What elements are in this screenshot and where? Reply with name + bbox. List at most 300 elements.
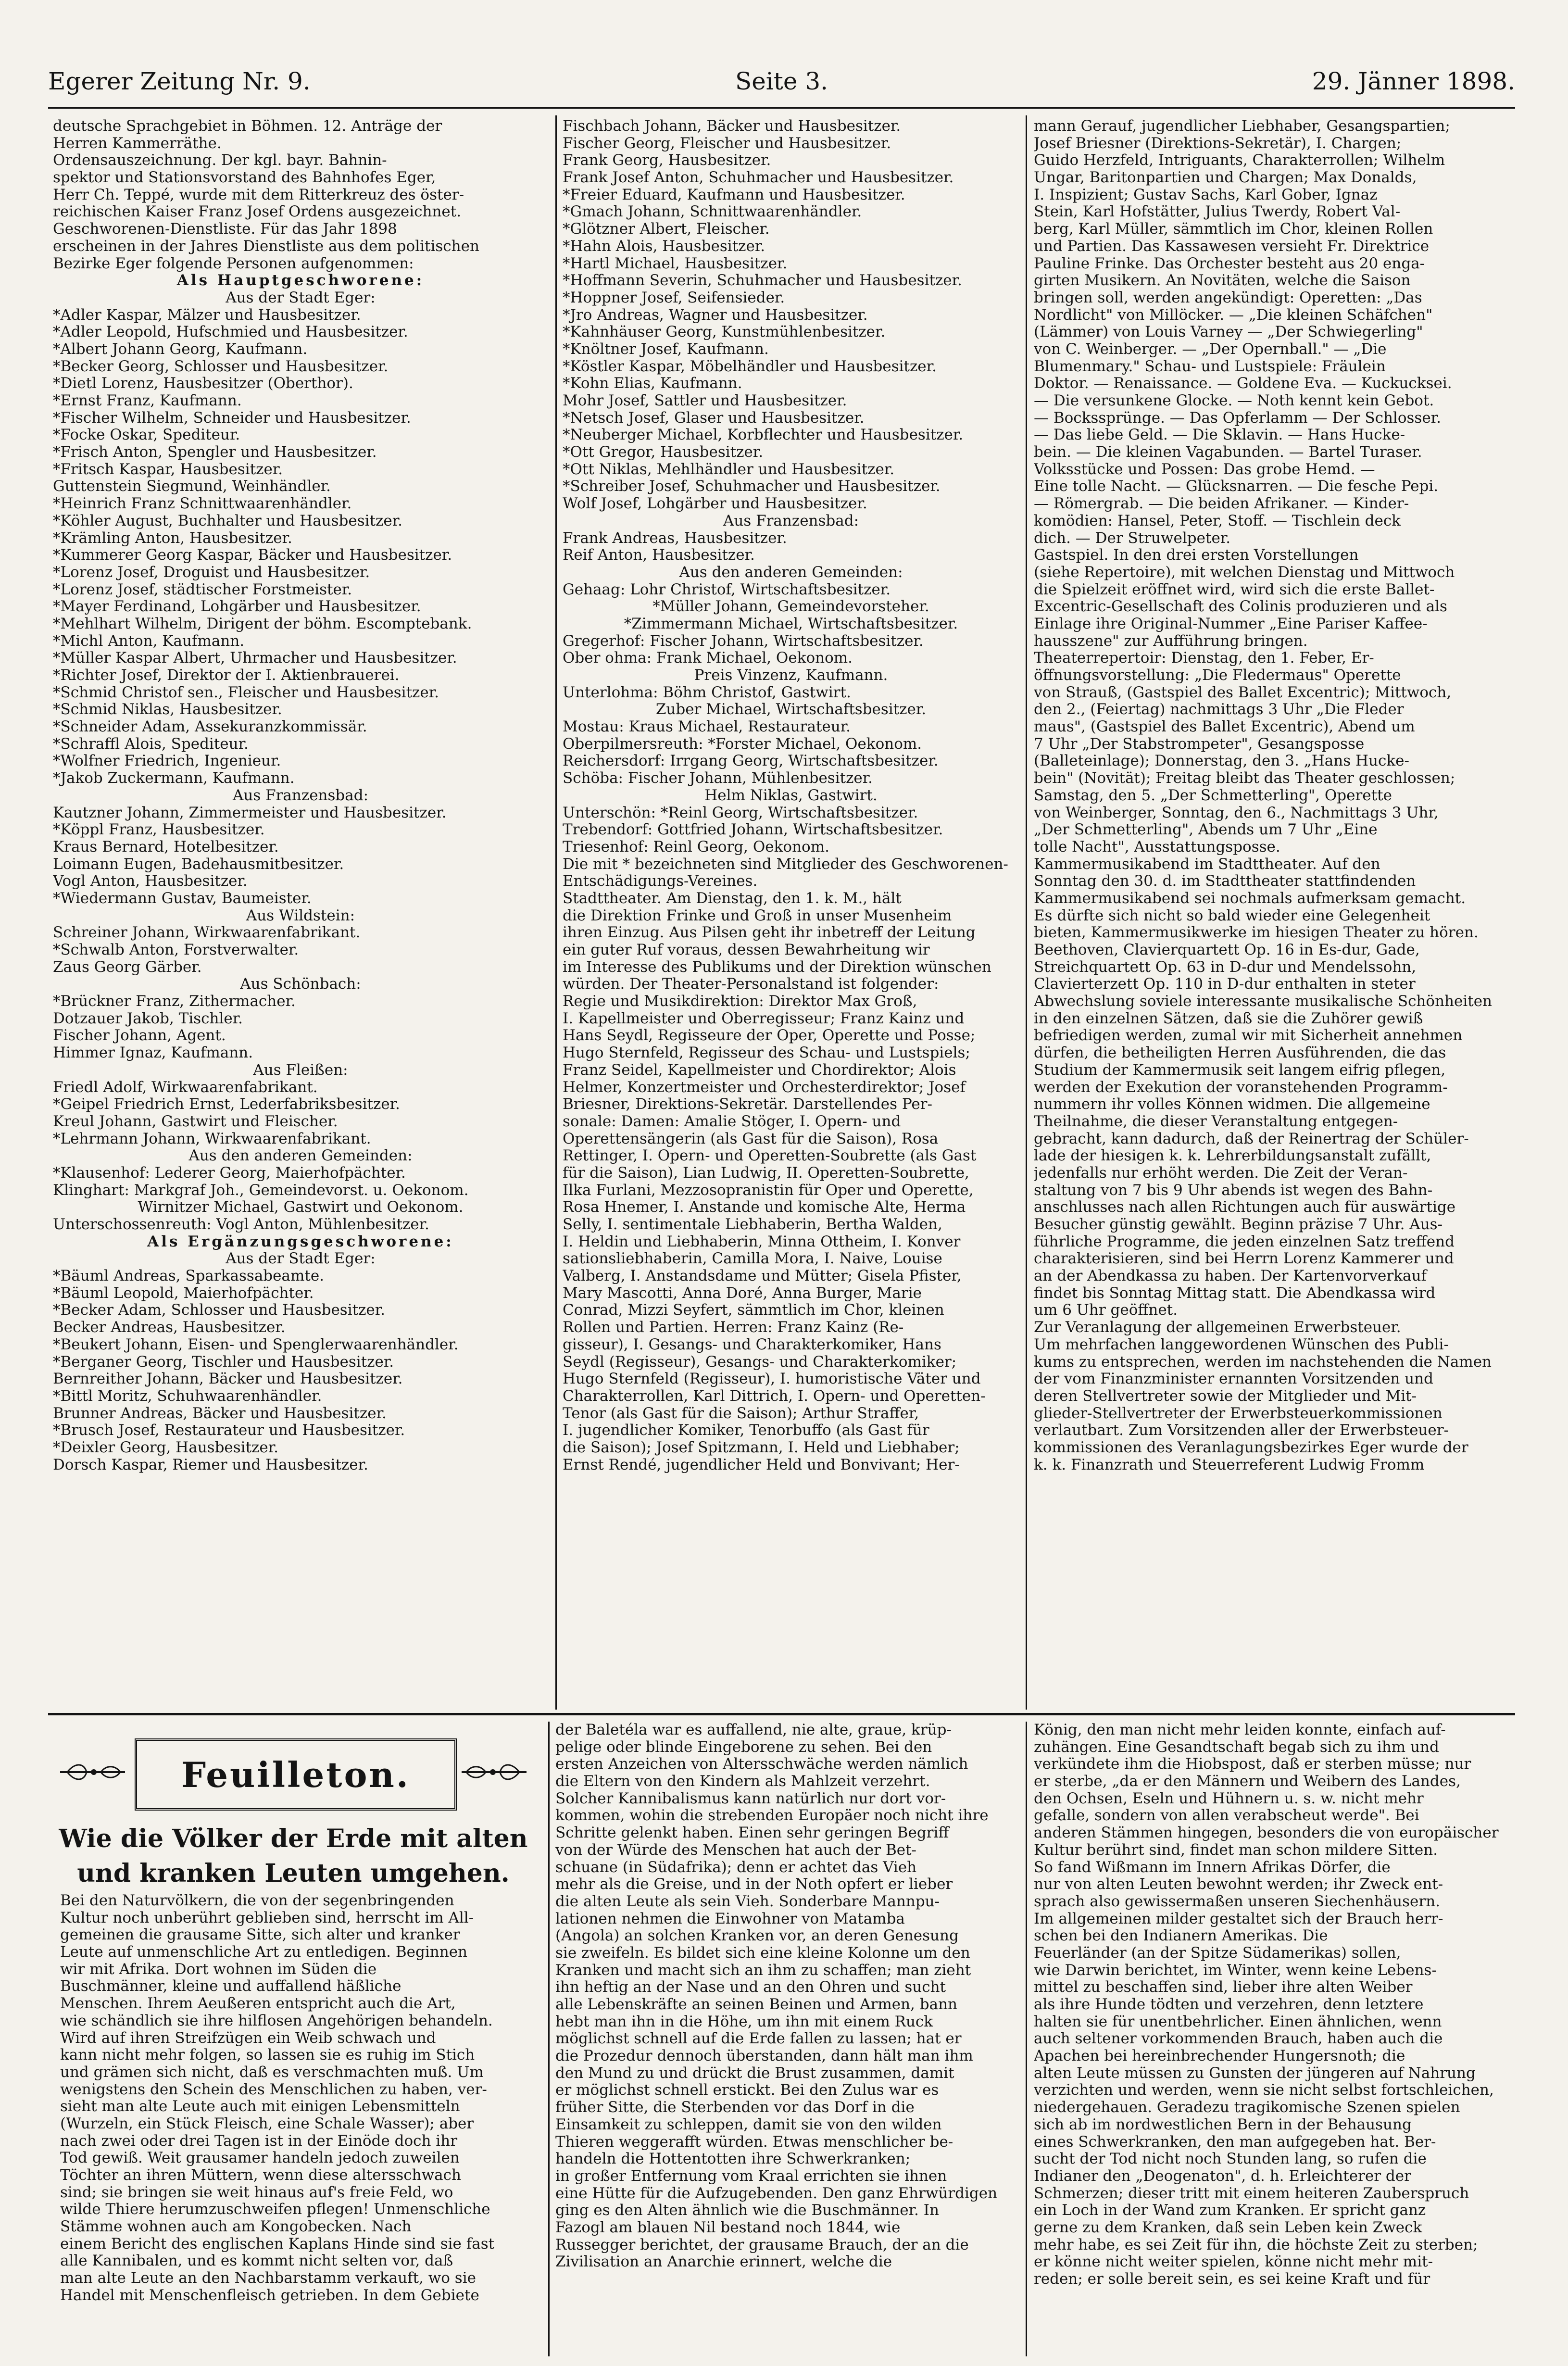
text-line: *Deixler Georg, Hausbesitzer. [53, 1439, 278, 1456]
text-line: *Gmach Johann, Schnittwaarenhändler. [563, 203, 862, 221]
text-line: werden der Exekution der voranstehenden Programm- [1034, 1079, 1448, 1096]
text-line: Aus Wildstein: [246, 907, 355, 924]
text-line: Tod gewiß. Weit grausamer handeln jedoch zuweilen [60, 2150, 460, 2167]
text-line: mehr habe, es sei Zeit für ihn, die höchste Zeit zu sterben; [1034, 2236, 1478, 2253]
text-line: Apachen bei hereinbrechender Hungersnoth; die [1034, 2048, 1405, 2065]
text-line: Kreul Johann, Gastwirt und Fleischer. [53, 1113, 338, 1130]
text-line: der vom Finanzminister ernannten Vorsitzenden und [1034, 1371, 1433, 1388]
text-line: halten sie für unentbehrlicher. Einen ähnlichen, wenn [1034, 2013, 1442, 2030]
text-line: Bei den Naturvölkern, die von der segenbringenden [60, 1892, 454, 1909]
text-line: mittel zu beschaffen sind, lieber ihre alten Weiber [1034, 1979, 1413, 1996]
text-line: *Becker Georg, Schlosser und Hausbesitzer. [53, 358, 389, 375]
text-line: staltung von 7 bis 9 Uhr abends ist wegen des Bahn- [1034, 1182, 1433, 1199]
text-line: Im allgemeinen milder gestaltet sich der Brauch herr- [1034, 1910, 1443, 1927]
text-line: würden. Der Theater-Personalstand ist folgender: [563, 976, 939, 993]
text-line: Rollen und Partien. Herren: Franz Kainz (Re- [563, 1319, 904, 1336]
text-line: *Wolfner Friedrich, Ingenieur. [53, 753, 281, 770]
text-line: *Hoppner Josef, Seifensieder. [563, 289, 785, 306]
text-line: die Eltern von den Kindern als Mahlzeit verzehrt. [555, 1773, 930, 1790]
text-line: wie schändlich sie ihre hilflosen Angehörigen behandeln. [60, 2012, 493, 2029]
text-line: Wird auf ihren Streifzügen ein Weib schwach und [60, 2029, 436, 2047]
text-line: *Lehrmann Johann, Wirkwaarenfabrikant. [53, 1130, 371, 1147]
text-line: Töchter an ihren Müttern, wenn diese altersschwach [60, 2167, 461, 2184]
text-line: alten Leute müssen zu Gunsten der jüngeren auf Nahrung [1034, 2064, 1476, 2082]
text-line: Himmer Ignaz, Kaufmann. [53, 1045, 253, 1062]
issue-date: 29. Jänner 1898. [1312, 67, 1515, 95]
text-line: *Hartl Michael, Hausbesitzer. [563, 255, 788, 272]
text-line: dich. — Der Struwelpeter. [1034, 529, 1231, 547]
text-line: sprach also gewissermaßen unseren Siechenhäusern. [1034, 1893, 1441, 1910]
text-line: Als Ergänzungsgeschworene: [147, 1233, 454, 1250]
text-line: Die mit * bezeichneten sind Mitglieder des Geschworenen- [563, 856, 1008, 873]
text-line: hausszene" zur Aufführung bringen. [1034, 632, 1308, 650]
text-line: Russegger berichtet, der grausame Brauch, der an die [555, 2236, 969, 2253]
text-line: sationsliebhaberin, Camilla Mora, I. Naive, Louise [563, 1250, 942, 1268]
text-line: Unterlohma: Böhm Christof, Gastwirt. [563, 684, 851, 701]
text-line: *Köhler August, Buchhalter und Hausbesitzer. [53, 512, 402, 529]
text-line: Blumenmary." Schau- und Lustspiele: Fräulein [1034, 358, 1386, 375]
text-line: man alte Leute an den Nachbarstamm verkauft, wo sie [60, 2270, 476, 2287]
text-line: — Bockssprünge. — Das Opferlamm — Der Schlosser. [1034, 409, 1441, 427]
text-line: Frank Josef Anton, Schuhmacher und Hausbesitzer. [563, 169, 954, 187]
text-line: Aus Franzensbad: [232, 787, 369, 804]
text-line: Conrad, Mizzi Seyfert, sämmtlich im Chor, kleinen [563, 1302, 944, 1319]
page-number: Seite 3. [735, 67, 828, 95]
text-line: (Angola) an solchen Kranken vor, an deren Genesung [555, 1927, 959, 1945]
text-line: Fischbach Johann, Bäcker und Hausbesitzer. [563, 118, 901, 135]
text-line: *Ott Niklas, Mehlhändler und Hausbesitzer. [563, 461, 895, 478]
column-divider-1 [555, 115, 557, 1710]
text-line: niedergehauen. Geradezu tragikomische Szenen spielen [1034, 2099, 1460, 2116]
text-line: handeln die Hottentotten ihre Schwerkranken; [555, 2151, 911, 2168]
column-1-jury-list [53, 118, 548, 1707]
text-line: *Fritsch Kaspar, Hausbesitzer. [53, 461, 283, 478]
text-line: Dotzauer Jakob, Tischler. [53, 1010, 243, 1027]
text-line: Friedl Adolf, Wirkwaarenfabrikant. [53, 1079, 318, 1096]
text-line: *Kohn Elias, Kaufmann. [563, 375, 742, 392]
text-line: Aus Schönbach: [240, 976, 361, 993]
text-line: *Lorenz Josef, Droguist und Hausbesitzer. [53, 564, 370, 581]
text-line: *Schreiber Josef, Schuhmacher und Hausbesitzer. [563, 478, 941, 495]
text-line: Regie und Musikdirektion: Direktor Max Groß, [563, 993, 917, 1010]
text-line: Schöba: Fischer Johann, Mühlenbesitzer. [563, 770, 873, 787]
text-line: *Beukert Johann, Eisen- und Spenglerwaarenhändler. [53, 1336, 459, 1353]
text-line: Aus der Stadt Eger: [226, 289, 376, 306]
text-line: Aus der Stadt Eger: [226, 1250, 376, 1268]
text-line: Aus Fleißen: [253, 1061, 348, 1079]
text-line: *Dietl Lorenz, Hausbesitzer (Oberthor). [53, 375, 353, 392]
text-line: eines Schwerkranken, den man aufgegeben hat. Ber- [1034, 2133, 1436, 2151]
text-line: Leute auf unmenschliche Art zu entledigen. Beginnen [60, 1944, 468, 1961]
text-line: Schreiner Johann, Wirkwaarenfabrikant. [53, 924, 361, 942]
text-line: Guttenstein Siegmund, Weinhändler. [53, 478, 331, 495]
text-line: Mary Mascotti, Anna Doré, Anna Burger, Marie [563, 1284, 922, 1302]
text-line: er könne nicht weiter spielen, könne nicht mehr mit- [1034, 2253, 1433, 2271]
text-line: hebt man ihn in die Höhe, um ihn mit einem Ruck [555, 2013, 933, 2030]
text-line: Dorsch Kaspar, Riemer und Hausbesitzer. [53, 1456, 368, 1473]
text-line: reichischen Kaiser Franz Josef Ordens ausgezeichnet. [53, 203, 462, 221]
text-line: Zuber Michael, Wirtschaftsbesitzer. [655, 701, 927, 718]
text-line: Rosa Hnemer, I. Anstande und komische Alte, Herma [563, 1199, 966, 1216]
text-line: Hans Seydl, Regisseure der Oper, Operette und Posse; [563, 1027, 976, 1045]
text-line: Kammermusikabend im Stadttheater. Auf den [1034, 856, 1380, 873]
text-line: — Römergrab. — Die beiden Afrikaner. — Kinder- [1034, 495, 1409, 513]
text-line: bein" (Novität); Freitag bleibt das Theater geschlossen; [1034, 770, 1455, 787]
text-line: Trebendorf: Gottfried Johann, Wirtschaftsbesitzer. [563, 821, 943, 839]
text-line: gemeinen die grausame Sitte, sich alter und kranker [60, 1926, 460, 1944]
text-line: an der Abendkassa zu haben. Der Kartenvorverkauf [1034, 1268, 1427, 1285]
column-3-theater-tax [1034, 118, 1515, 1707]
text-line: auch seltener vorkommenden Brauch, haben auch die [1034, 2030, 1443, 2048]
text-line: nummern ihr volles Können widmen. Die allgemeine [1034, 1096, 1430, 1113]
text-line: Clavierterzett Op. 110 in D-dur enthalten in steter [1034, 976, 1416, 993]
page-header [48, 67, 1515, 101]
text-line: Seydl (Regisseur), Gesangs- und Charakterkomiker; [563, 1353, 957, 1371]
text-line: Handel mit Menschenfleisch getrieben. In dem Gebiete [60, 2287, 479, 2304]
text-line: *Kummerer Georg Kaspar, Bäcker und Hausbesitzer. [53, 547, 452, 564]
text-line: Preis Vinzenz, Kaufmann. [694, 667, 888, 684]
text-line: findet bis Sonntag Mittag statt. Die Abendkassa wird [1034, 1284, 1436, 1302]
text-line: Vogl Anton, Hausbesitzer. [53, 873, 248, 890]
text-line: *Schmid Christof sen., Fleischer und Hausbesitzer. [53, 684, 439, 701]
text-line: Ilka Furlani, Mezzosopranistin für Oper und Operette, [563, 1182, 974, 1199]
text-line: Entschädigungs-Vereines. [563, 873, 758, 890]
text-line: Reichersdorf: Irrgang Georg, Wirtschaftsbesitzer. [563, 753, 939, 770]
text-line: *Netsch Josef, Glaser und Hausbesitzer. [563, 409, 865, 427]
text-line: Valberg, I. Anstandsdame und Mütter; Gisela Pfister, [563, 1268, 962, 1285]
text-line: Kultur noch unberührt geblieben sind, herrscht im All- [60, 1909, 474, 1926]
text-line: Schritte gelenkt haben. Einen sehr geringen Begriff [555, 1825, 949, 1842]
text-line: Stadttheater. Am Dienstag, den 1. k. M., hält [563, 890, 902, 907]
text-line: Ungar, Baritonpartien und Chargen; Max Donalds, [1034, 169, 1417, 187]
text-line: und grämen sich nicht, daß es verschmachten muß. Um [60, 2064, 484, 2081]
text-line: berg, Karl Müller, sämmtlich im Chor, kleinen Rollen [1034, 221, 1433, 238]
text-line: *Müller Johann, Gemeindevorsteher. [652, 598, 929, 616]
column-divider-3 [548, 1722, 550, 2356]
text-line: Rettinger, I. Opern- und Operetten-Soubrette (als Gast [563, 1147, 977, 1165]
text-line: für die Saison), Lian Ludwig, II. Operetten-Soubrette, [563, 1164, 969, 1182]
text-line: *Mehlhart Wilhelm, Dirigent der böhm. Escomptebank. [53, 615, 472, 632]
ornament-left-icon [58, 1760, 130, 1784]
text-line: *Zimmermann Michael, Wirtschaftsbesitzer. [624, 615, 958, 632]
text-line: Kranken und macht sich an ihm zu schaffen; man zieht [555, 1962, 971, 1979]
text-line: Buschmänner, kleine und auffallend häßliche [60, 1978, 401, 1995]
text-line: Reif Anton, Hausbesitzer. [563, 547, 755, 564]
text-line: um 6 Uhr geöffnet. [1034, 1302, 1178, 1319]
feuilleton-column-1 [60, 1892, 543, 2364]
text-line: Charakterrollen, Karl Dittrich, I. Opern- und Operetten- [563, 1387, 986, 1405]
text-line: Thieren weggerafft würden. Etwas menschlicher be- [555, 2133, 953, 2151]
feuilleton-frame [135, 1738, 457, 1811]
text-line: Mohr Josef, Sattler und Hausbesitzer. [563, 392, 847, 409]
text-line: die alten Leute als sein Vieh. Sonderbare Mannpu- [555, 1893, 940, 1910]
text-line: zuhängen. Eine Gesandtschaft begab sich zu ihm und [1034, 1738, 1439, 1756]
text-line: anderen Stämmen hingegen, besonders die von europäischer [1034, 1825, 1499, 1842]
text-line: Ordensauszeichnung. Der kgl. bayr. Bahnin- [53, 152, 387, 169]
text-line: *Geipel Friedrich Ernst, Lederfabriksbesitzer. [53, 1096, 400, 1113]
text-line: I. Inspizient; Gustav Sachs, Karl Gober, Ignaz [1034, 186, 1378, 203]
text-line: Helm Niklas, Gastwirt. [704, 787, 878, 804]
text-line: die Spielzeit eröffnet wird, wird sich die erste Ballet- [1034, 581, 1435, 598]
text-line: Menschen. Ihrem Aeußeren entspricht auch die Art, [60, 1995, 456, 2013]
text-line: Frank Georg, Hausbesitzer. [563, 152, 771, 169]
text-line: wie Darwin berichtet, im Winter, wenn keine Lebens- [1034, 1962, 1437, 1979]
text-line: girten Musikern. An Novitäten, welche die Saison [1034, 272, 1411, 289]
text-line: kums zu entsprechen, werden im nachstehenden die Namen [1034, 1353, 1492, 1371]
text-line: er möglichst schnell erstickt. Bei den Zulus war es [555, 2082, 939, 2099]
text-line: sonale: Damen: Amalie Stöger, I. Opern- und [563, 1113, 901, 1130]
text-line: Als Hauptgeschworene: [176, 272, 425, 289]
text-line: anschlusses nach allen Richtungen auch für auswärtige [1034, 1199, 1456, 1216]
text-line: *Freier Eduard, Kaufmann und Hausbesitzer. [563, 186, 905, 203]
text-line: ihn heftig an der Nase und an den Ohren und sucht [555, 1979, 946, 1996]
text-line: führliche Programme, die jeden einzelnen Satz treffend [1034, 1233, 1455, 1250]
text-line: *Adler Leopold, Hufschmied und Hausbesitzer. [53, 324, 408, 341]
text-line: ihren Einzug. Aus Pilsen geht ihr inbetreff der Leitung [563, 924, 976, 942]
text-line: Eine tolle Nacht. — Glücksnarren. — Die fesche Pepi. [1034, 478, 1439, 495]
text-line: in den einzelnen Sätzen, daß sie die Zuhörer gewiß [1034, 1010, 1423, 1027]
text-line: Brunner Andreas, Bäcker und Hausbesitzer. [53, 1405, 387, 1422]
text-line: *Focke Oskar, Spediteur. [53, 427, 240, 444]
text-line: *Krämling Anton, Hausbesitzer. [53, 529, 292, 547]
text-line: er sterbe, „da er den Männern und Weibern des Landes, [1034, 1773, 1461, 1790]
text-line: ersten Anzeichen von Altersschwäche werden nämlich [555, 1756, 968, 1773]
text-line: Selly, I. sentimentale Liebhaberin, Bertha Walden, [563, 1216, 942, 1233]
text-line: I. jugendlicher Komiker, Tenorbuffo (als Gast für [563, 1422, 929, 1439]
text-line: Frank Andreas, Hausbesitzer. [563, 529, 787, 547]
text-line: „Der Schmetterling", Abends um 7 Uhr „Eine [1034, 821, 1378, 839]
text-line: *Glötzner Albert, Fleischer. [563, 221, 770, 238]
text-line: *Bäuml Andreas, Sparkassabeamte. [53, 1268, 325, 1285]
text-line: *Schwalb Anton, Forstverwalter. [53, 942, 299, 958]
text-line: *Bäuml Leopold, Maierhofpächter. [53, 1284, 314, 1302]
text-line: König, den man nicht mehr leiden konnte, einfach auf- [1034, 1722, 1446, 1738]
text-line: *Köppl Franz, Hausbesitzer. [53, 821, 265, 839]
text-line: von C. Weinberger. — „Der Opernball." — „Die [1034, 340, 1387, 358]
text-line: von der Würde des Menschen hat auch der Bet- [555, 1841, 917, 1859]
text-line: wir mit Afrika. Dort wohnen im Süden die [60, 1961, 377, 1978]
article-title-line-2: und kranken Leuten umgehen. [77, 1859, 510, 1888]
text-line: *Brückner Franz, Zithermacher. [53, 993, 296, 1010]
text-line: *Müller Kaspar Albert, Uhrmacher und Hausbesitzer. [53, 650, 457, 667]
text-line: (Lämmer) von Louis Varney — „Der Schwiegerling" [1034, 324, 1423, 341]
ornament-right-icon [457, 1760, 529, 1784]
text-line: Stämme wohnen auch am Kongobecken. Nach [60, 2218, 412, 2236]
text-line: Bezirke Eger folgende Personen aufgenommen: [53, 255, 414, 272]
text-line: Solcher Kannibalismus kann natürlich nur dort vor- [555, 1790, 946, 1807]
text-line: nach zwei oder drei Tagen ist in der Einöde doch ihr [60, 2132, 458, 2150]
text-line: *Kahnhäuser Georg, Kunstmühlenbesitzer. [563, 324, 886, 341]
text-line: Herren Kammerräthe. [53, 135, 222, 152]
text-line: den 2., (Feiertag) nachmittags 3 Uhr „Die Fleder [1034, 701, 1404, 718]
text-line: *Albert Johann Georg, Kaufmann. [53, 340, 308, 358]
text-line: (Balleteinlage); Donnerstag, den 3. „Hans Hucke- [1034, 753, 1409, 770]
text-line: *Lorenz Josef, städtischer Forstmeister. [53, 581, 352, 598]
header-rule [48, 107, 1515, 109]
text-line: lade der hiesigen k. k. Lehrerbildungsanstalt zufällt, [1034, 1147, 1431, 1165]
text-line: *Schraffl Alois, Spediteur. [53, 735, 249, 753]
text-line: Gehaag: Lohr Christof, Wirtschaftsbesitzer. [563, 581, 891, 598]
text-line: Kultur berührt sind, findet man schon mildere Sitten. [1034, 1841, 1438, 1859]
text-line: schen bei den Indianern Amerikas. Die [1034, 1927, 1328, 1945]
text-line: *Becker Adam, Schlosser und Hausbesitzer. [53, 1302, 386, 1319]
text-line: erscheinen in der Jahres Dienstliste aus dem politischen [53, 238, 479, 255]
text-line: Theilnahme, die dieser Veranstaltung entgegen- [1034, 1113, 1398, 1130]
feuilleton-column-2 [555, 1722, 1019, 2364]
text-line: Zivilisation an Anarchie erinnert, welche die [555, 2253, 892, 2271]
text-line: kommissionen des Veranlagungsbezirkes Eger wurde der [1034, 1439, 1468, 1456]
text-line: alle Lebenskräfte an seinen Beinen und Armen, bann [555, 1996, 958, 2013]
text-line: glieder-Stellvertreter der Erwerbsteuerkommissionen [1034, 1405, 1443, 1422]
text-line: gefalle, sondern von allen verabscheut werde". Bei [1034, 1807, 1419, 1825]
text-line: Ober ohma: Frank Michael, Oekonom. [563, 650, 853, 667]
text-line: der Baletéla war es auffallend, nie alte, graue, krüp- [555, 1722, 952, 1738]
text-line: ein guter Ruf voraus, dessen Bewahrheitung wir [563, 942, 930, 958]
text-line: Beethoven, Clavierquartett Op. 16 in Es-dur, Gade, [1034, 942, 1420, 958]
text-line: — Die versunkene Glocke. — Noth kennt kein Gebot. [1034, 392, 1434, 409]
text-line: Unterschön: *Reinl Georg, Wirtschaftsbesitzer. [563, 804, 918, 821]
text-line: (siehe Repertoire), mit welchen Dienstag und Mittwoch [1034, 564, 1455, 581]
text-line: Um mehrfachen langgewordenen Wünschen des Publi- [1034, 1336, 1449, 1353]
text-line: Samstag, den 5. „Der Schmetterling", Operette [1034, 787, 1392, 804]
text-line: jedenfalls nur erhöht werden. Die Zeit der Veran- [1034, 1164, 1408, 1182]
text-line: Zur Veranlagung der allgemeinen Erwerbsteuer. [1034, 1319, 1401, 1336]
text-line: Bernreither Johann, Bäcker und Hausbesitzer. [53, 1371, 403, 1388]
text-line: von Weinberger, Sonntag, den 6., Nachmittags 3 Uhr, [1034, 804, 1439, 821]
text-line: Gastspiel. In den drei ersten Vorstellungen [1034, 547, 1359, 564]
text-line: bein. — Die kleinen Vagabunden. — Bartel Turaser. [1034, 444, 1422, 461]
text-line: Stein, Karl Hofstätter, Julius Twerdy, Robert Val- [1034, 203, 1401, 221]
text-line: als ihre Hunde tödten und verzehren, denn letztere [1034, 1996, 1424, 2013]
text-line: *Ernst Franz, Kaufmann. [53, 392, 242, 409]
text-line: *Jro Andreas, Wagner und Hausbesitzer. [563, 306, 868, 324]
text-line: eine Hütte für die Aufzugebenden. Den ganz Ehrwürdigen [555, 2185, 998, 2202]
text-line: *Hahn Alois, Hausbesitzer. [563, 238, 765, 255]
text-line: kann nicht mehr folgen, so lassen sie es ruhig im Stich [60, 2047, 475, 2064]
text-line: Excentric-Gesellschaft des Colinis produzieren und als [1034, 598, 1447, 616]
feuilleton-banner [53, 1729, 534, 1815]
text-line: Klinghart: Markgraf Joh., Gemeindevorst. u. Oekonom. [53, 1182, 469, 1199]
text-line: Triesenhof: Reinl Georg, Oekonom. [563, 838, 829, 856]
text-line: spektor und Stationsvorstand des Bahnhofes Eger, [53, 169, 436, 187]
feuilleton-rule [48, 1713, 1515, 1715]
text-line: kommen, wohin die strebenden Europäer noch nicht ihre [555, 1807, 989, 1825]
text-line: Aus Franzensbad: [723, 512, 859, 529]
text-line: 7 Uhr „Der Stabstrompeter", Gesangsposse [1034, 735, 1365, 753]
text-line: Sonntag den 30. d. im Stadttheater stattfindenden [1034, 873, 1416, 890]
text-line: Guido Herzfeld, Intriguants, Charakterrollen; Wilhelm [1034, 152, 1445, 169]
text-line: *Wiedermann Gustav, Baumeister. [53, 890, 312, 907]
text-line: Mostau: Kraus Michael, Restaurateur. [563, 718, 851, 736]
text-line: Feuerländer (an der Spitze Südamerikas) sollen, [1034, 1944, 1401, 1962]
text-line: Kammermusikabend sei nochmals aufmerksam gemacht. [1034, 890, 1466, 907]
text-line: Zaus Georg Gärber. [53, 958, 202, 976]
text-line: Studium der Kammermusik seit langem eifrig pflegen, [1034, 1061, 1446, 1079]
text-line: den Mund zu und drückt die Brust zusammen, damit [555, 2064, 954, 2082]
text-line: verzichten und werden, wenn sie nicht selbst fortschleichen, [1034, 2082, 1494, 2099]
text-line: *Heinrich Franz Schnittwaarenhändler. [53, 495, 352, 513]
text-line: (Wurzeln, ein Stück Fleisch, eine Schale Wasser); aber [60, 2115, 474, 2132]
text-line: reden; er solle bereit sein, es sei keine Kraft und für [1034, 2271, 1430, 2288]
text-line: Loimann Eugen, Badehausmitbesitzer. [53, 856, 344, 873]
text-line: *Neuberger Michael, Korbflechter und Hausbesitzer. [563, 427, 964, 444]
text-line: Fischer Georg, Fleischer und Hausbesitzer. [563, 135, 891, 152]
text-line: *Adler Kaspar, Mälzer und Hausbesitzer. [53, 306, 361, 324]
text-line: Theaterrepertoir: Dienstag, den 1. Feber, Er- [1034, 650, 1374, 667]
text-line: gerne zu dem Kranken, daß sein Leben kein Zweck [1034, 2219, 1422, 2236]
text-line: Operettensängerin (als Gast für die Saison), Rosa [563, 1130, 939, 1147]
text-line: *Brusch Josef, Restaurateur und Hausbesitzer. [53, 1422, 405, 1439]
text-line: sieht man alte Leute auch mit einigen Lebensmitteln [60, 2098, 460, 2115]
text-line: die Prozedur dennoch überstanden, dann hält man ihm [555, 2048, 973, 2065]
text-line: mehr als die Greise, und in der Noth opfert er lieber [555, 1876, 953, 1893]
text-line: und Partien. Das Kassawesen versieht Fr. Direktrice [1034, 238, 1430, 255]
text-line: So fand Wißmann im Innern Afrikas Dörfer, die [1034, 1859, 1391, 1876]
text-line: befriedigen werden, zumal wir mit Sicherheit annehmen [1034, 1027, 1463, 1045]
text-line: *Hoffmann Severin, Schuhmacher und Hausbesitzer. [563, 272, 962, 289]
text-line: Abwechslung soviele interessante musikalische Schönheiten [1034, 993, 1493, 1010]
text-line: in großer Entfernung vom Kraal errichten sie ihnen [555, 2167, 947, 2185]
text-line: komödien: Hansel, Peter, Stoff. — Tischlein deck [1034, 512, 1401, 529]
text-line: *Knöltner Josef, Kaufmann. [563, 340, 769, 358]
text-line: Doktor. — Renaissance. — Goldene Eva. — Kuckucksei. [1034, 375, 1452, 392]
text-line: Schmerzen; dieser tritt mit einem heiteren Zauberspruch [1034, 2185, 1469, 2202]
text-line: *Jakob Zuckermann, Kaufmann. [53, 770, 295, 787]
text-line: Einlage ihre Original-Nummer „Eine Pariser Kaffee- [1034, 615, 1428, 632]
text-line: Indianer den „Deogenaton", d. h. Erleichterer der [1034, 2167, 1411, 2185]
text-line: Becker Andreas, Hausbesitzer. [53, 1319, 286, 1336]
text-line: k. k. Finanzrath und Steuerreferent Ludwig Fromm [1034, 1456, 1425, 1473]
text-line: Gregerhof: Fischer Johann, Wirtschaftsbesitzer. [563, 632, 924, 650]
text-line: Franz Seidel, Kapellmeister und Chordirektor; Alois [563, 1061, 956, 1079]
text-line: früher Sitte, die Sterbenden vor das Dorf in die [555, 2099, 915, 2116]
text-line: Besucher günstig gewählt. Beginn präzise 7 Uhr. Aus- [1034, 1216, 1443, 1233]
text-line: sich ab im nordwestlichen Bern in der Behausung [1034, 2116, 1412, 2133]
text-line: möglichst schnell auf die Erde fallen zu lassen; hat er [555, 2030, 962, 2048]
text-line: *Frisch Anton, Spengler und Hausbesitzer. [53, 444, 377, 461]
text-line: die Saison); Josef Spitzmann, I. Held und Liebhaber; [563, 1439, 960, 1456]
text-line: Wirnitzer Michael, Gastwirt und Oekonom. [138, 1199, 464, 1216]
text-line: öffnungsvorstellung: „Die Fledermaus" Operette [1034, 667, 1401, 684]
text-line: Streichquartett Op. 63 in D-dur und Mendelssohn, [1034, 958, 1417, 976]
text-line: *Mayer Ferdinand, Lohgärber und Hausbesitzer. [53, 598, 421, 616]
column-divider-4 [1026, 1722, 1027, 2356]
text-line: Fischer Johann, Agent. [53, 1027, 226, 1045]
column-divider-2 [1026, 115, 1027, 1710]
text-line: *Köstler Kaspar, Möbelhändler und Hausbesitzer. [563, 358, 937, 375]
text-line: *Richter Josef, Direktor der I. Aktienbrauerei. [53, 667, 400, 684]
text-line: deren Stellvertreter sowie der Mitglieder und Mit- [1034, 1387, 1417, 1405]
text-line: sie zweifeln. Es bildet sich eine kleine Kolonne um den [555, 1944, 970, 1962]
text-line: nur von alten Leuten bewohnt werden; ihr Zweck ent- [1034, 1876, 1443, 1893]
text-line: *Fischer Wilhelm, Schneider und Hausbesitzer. [53, 409, 411, 427]
text-line: wenigstens den Schein des Menschlichen zu haben, ver- [60, 2081, 487, 2098]
feuilleton-heading: Feuilleton. [181, 1754, 410, 1795]
text-line: *Michl Anton, Kaufmann. [53, 632, 245, 650]
text-line: Geschworenen-Dienstliste. Für das Jahr 1898 [53, 221, 397, 238]
article-title-line-1: Wie die Völker der Erde mit alten [59, 1824, 528, 1853]
text-line: deutsche Sprachgebiet in Böhmen. 12. Anträge der [53, 118, 442, 135]
newspaper-issue: Egerer Zeitung Nr. 9. [48, 67, 311, 95]
feuilleton-column-3 [1034, 1722, 1515, 2364]
text-line: Oberpilmersreuth: *Forster Michael, Oekonom. [563, 735, 922, 753]
text-line: *Bittl Moritz, Schuhwaarenhändler. [53, 1387, 322, 1405]
text-line: mann Gerauf, jugendlicher Liebhaber, Gesangspartien; [1034, 118, 1450, 135]
text-line: Volksstücke und Possen: Das grobe Hemd. — [1034, 461, 1375, 478]
text-line: — Das liebe Geld. — Die Sklavin. — Hans Hucke- [1034, 427, 1405, 444]
text-line: bieten, Kammermusikwerke im hiesigen Theater zu hören. [1034, 924, 1479, 942]
text-line: Nordlicht" von Millöcker. — „Die kleinen Schäfchen" [1034, 306, 1433, 324]
